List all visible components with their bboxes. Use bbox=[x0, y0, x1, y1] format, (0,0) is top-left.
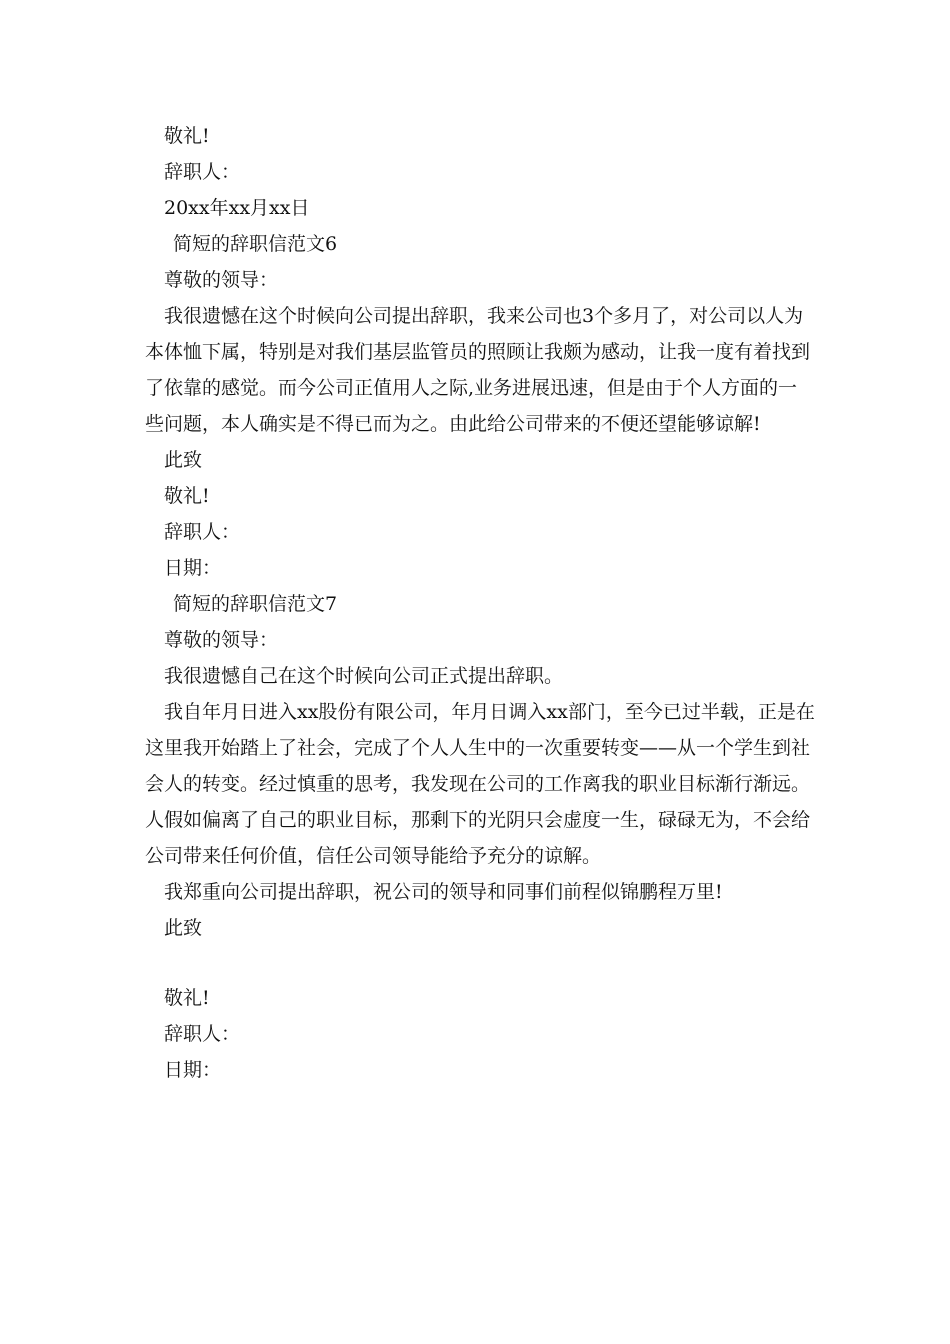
signature-label: 辞职人： bbox=[164, 1023, 241, 1045]
salutation: 尊敬的领导： bbox=[164, 269, 279, 291]
date-label: 日期： bbox=[164, 1059, 222, 1081]
signature-label: 辞职人： bbox=[164, 521, 241, 543]
closing-phrase: 此致 bbox=[164, 917, 203, 939]
closing-salute: 敬礼! bbox=[164, 485, 210, 507]
closing-salute: 敬礼! bbox=[164, 987, 210, 1009]
letter-paragraph: 我很遗憾在这个时候向公司提出辞职，我来公司也3个多月了，对公司以人为本体恤下属，特别是对我们基层监管员的照顾让我颇为感动，让我一度有着找到了依靠的感觉。而今公司正值用人之际,业务进展迅速，但是由于个人方面的一些问题，本人确实是不得已而为之。由此给公司带来的不便还望能够谅解! bbox=[145, 305, 811, 435]
closing-phrase: 此致 bbox=[164, 449, 203, 471]
date-line: 20xx年xx月xx日 bbox=[164, 197, 310, 219]
section-heading-6: 简短的辞职信范文6 bbox=[173, 233, 338, 255]
date-label: 日期： bbox=[164, 557, 222, 579]
document-body bbox=[145, 118, 815, 1088]
salutation: 尊敬的领导： bbox=[164, 629, 279, 651]
section-heading-7: 简短的辞职信范文7 bbox=[173, 593, 338, 615]
signature-label: 辞职人： bbox=[164, 161, 241, 183]
letter-paragraph: 我很遗憾自己在这个时候向公司正式提出辞职。 bbox=[164, 665, 564, 687]
closing-salute: 敬礼! bbox=[164, 125, 210, 147]
blank-line bbox=[145, 946, 815, 980]
letter-paragraph: 我自年月日进入xx股份有限公司，年月日调入xx部门，至今已过半载，正是在这里我开始踏上了社会，完成了个人人生中的一次重要转变——从一个学生到社会人的转变。经过慎重的思考，我发现在公司的工作离我的职业目标渐行渐远。人假如偏离了自己的职业目标，那剩下的光阴只会虚度一生，碌碌无为，不会给公司带来任何价值，信任公司领导能给予充分的谅解。 bbox=[145, 701, 815, 867]
letter-paragraph: 我郑重向公司提出辞职，祝公司的领导和同事们前程似锦鹏程万里! bbox=[164, 881, 723, 903]
